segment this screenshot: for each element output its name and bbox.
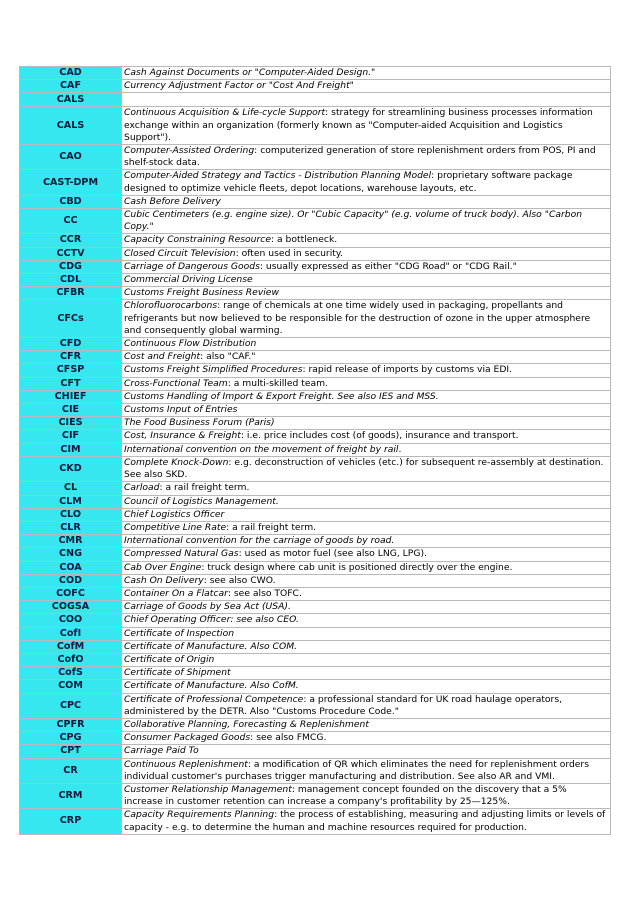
glossary-row — [20, 574, 611, 587]
definition-title: The Food Business Forum (Paris) — [124, 417, 275, 429]
term-cell: COO — [20, 614, 122, 627]
definition-cell — [122, 535, 611, 548]
definition-title: Commercial Driving License — [124, 274, 253, 286]
definition-title: Cost, Insurance & Freight — [124, 430, 241, 442]
definition-cell — [122, 145, 611, 170]
definition-body: : strategy for streamlining business processes information exchange within an organization (formerly known as "Computer-aided Acquisition and Logistics Support"). — [124, 107, 593, 143]
definition-title: International convention on the movement of freight by rail — [124, 443, 399, 455]
definition-cell — [122, 561, 611, 574]
glossary-row — [20, 627, 611, 640]
term-cell: CFSP — [20, 364, 122, 377]
definition-cell — [122, 783, 611, 808]
definition-cell — [122, 93, 611, 107]
term-cell: CHIEF — [20, 390, 122, 403]
definition-body: : computerized generation of store replenishment orders from POS, PI and shelf-stock data. — [124, 145, 596, 169]
glossary-body — [20, 67, 611, 835]
definition-cell — [122, 495, 611, 508]
definition-cell — [122, 67, 611, 80]
definition-cell — [122, 521, 611, 534]
definition-cell — [122, 718, 611, 731]
definition-body: : a multi-skilled team. — [227, 377, 329, 389]
definition-title: Certificate of Origin — [124, 653, 215, 665]
definition-title: Complete Knock-Down — [124, 456, 229, 468]
term-cell: CofI — [20, 627, 122, 640]
definition-body: : see also FMCG. — [250, 732, 327, 744]
glossary-row — [20, 667, 611, 680]
definition-body: : often used in security. — [235, 247, 343, 259]
glossary-row — [20, 495, 611, 508]
glossary-row — [20, 783, 611, 808]
definition-cell — [122, 614, 611, 627]
definition-body: : truck design where cab unit is positioned directly over the engine. — [201, 561, 513, 573]
definition-cell — [122, 80, 611, 93]
glossary-row — [20, 601, 611, 614]
definition-cell — [122, 653, 611, 666]
term-cell: CMR — [20, 535, 122, 548]
term-cell: CFD — [20, 338, 122, 351]
glossary-row — [20, 93, 611, 107]
term-cell: CIE — [20, 404, 122, 417]
definition-title: Container On a Flatcar — [124, 587, 228, 599]
term-cell: CAD — [20, 67, 122, 80]
term-cell: CLO — [20, 508, 122, 521]
definition-cell — [122, 287, 611, 300]
definition-cell — [122, 195, 611, 208]
definition-title: Carriage of Dangerous Goods — [124, 260, 260, 272]
definition-body: : a rail freight term. — [226, 521, 317, 533]
definition-title: Customs Freight Business Review — [124, 287, 279, 299]
definition-cell — [122, 417, 611, 430]
term-cell: CPC — [20, 693, 122, 718]
term-cell: CALS — [20, 93, 122, 107]
glossary-row — [20, 732, 611, 745]
definition-title: Cost and Freight — [124, 351, 201, 363]
glossary-row — [20, 640, 611, 653]
definition-title: Chief Operating Officer: see also CEO. — [124, 614, 299, 626]
definition-cell — [122, 482, 611, 495]
glossary-row — [20, 404, 611, 417]
definition-cell — [122, 247, 611, 260]
glossary-row — [20, 508, 611, 521]
definition-cell — [122, 627, 611, 640]
term-cell: CLR — [20, 521, 122, 534]
term-cell: CDL — [20, 274, 122, 287]
definition-body: : a rail freight term. — [159, 482, 250, 494]
term-cell: CKD — [20, 456, 122, 481]
glossary-row — [20, 587, 611, 600]
term-cell: CFBR — [20, 287, 122, 300]
term-cell: CPFR — [20, 718, 122, 731]
definition-title: Consumer Packaged Goods — [124, 732, 251, 744]
term-cell: CRP — [20, 809, 122, 834]
definition-body: : rapid release of imports by customs via EDI. — [302, 364, 513, 376]
definition-title: Cubic Centimeters (e.g. engine size). Or "Cubic Capacity" (e.g. volume of truck body). Also "Carbon Copy." — [124, 209, 583, 233]
glossary-row — [20, 745, 611, 758]
definition-title: Customs Freight Simplified Procedures — [124, 364, 303, 376]
definition-cell — [122, 377, 611, 390]
definition-title: Cash Against Documents or "Computer-Aided Design." — [124, 67, 376, 78]
definition-cell — [122, 170, 611, 195]
definition-title: Currency Adjustment Factor or "Cost And Freight" — [124, 80, 354, 92]
term-cell: CIF — [20, 430, 122, 443]
glossary-row — [20, 482, 611, 495]
term-cell: CLM — [20, 495, 122, 508]
glossary-row — [20, 680, 611, 693]
definition-cell — [122, 456, 611, 481]
definition-title: Certificate of Inspection — [124, 627, 235, 639]
term-cell: CNG — [20, 548, 122, 561]
term-cell: CDG — [20, 260, 122, 273]
term-cell: CofS — [20, 667, 122, 680]
definition-title: Customs Input of Entries — [124, 404, 238, 416]
definition-title: Customs Handling of Import & Export Freight. See also IES and MSS. — [124, 390, 439, 402]
glossary-row — [20, 274, 611, 287]
glossary-row — [20, 561, 611, 574]
definition-cell — [122, 809, 611, 834]
glossary-row — [20, 377, 611, 390]
glossary-row — [20, 693, 611, 718]
definition-cell — [122, 574, 611, 587]
term-cell: CL — [20, 482, 122, 495]
glossary-table — [19, 66, 611, 835]
glossary-row — [20, 614, 611, 627]
definition-title: Certificate of Professional Competence — [124, 693, 304, 705]
definition-body: : a modification of QR which eliminates the need for replenishment orders individual customer's purchases trigger manufacturing and distribution. See also AR and VMI. — [124, 758, 590, 782]
term-cell: COA — [20, 561, 122, 574]
definition-title: Capacity Requirements Planning — [124, 809, 275, 821]
definition-cell — [122, 300, 611, 338]
definition-body: : used as motor fuel (see also LNG, LPG). — [238, 548, 427, 560]
glossary-row — [20, 300, 611, 338]
term-cell: CAF — [20, 80, 122, 93]
definition-cell — [122, 430, 611, 443]
definition-body: : see also TOFC. — [227, 587, 302, 599]
definition-body: : a professional standard for UK road haulage operators, administered by the DETR. Also "Customs Procedure Code." — [124, 693, 563, 717]
term-cell: CIM — [20, 443, 122, 456]
definition-title: Certificate of Manufacture. Also CofM. — [124, 680, 299, 692]
glossary-row — [20, 195, 611, 208]
glossary-row — [20, 809, 611, 834]
glossary-row — [20, 351, 611, 364]
term-cell: COFC — [20, 587, 122, 600]
glossary-row — [20, 430, 611, 443]
definition-title: Continuous Flow Distribution — [124, 338, 257, 350]
definition-title: Capacity Constraining Resource — [124, 234, 271, 246]
definition-cell — [122, 548, 611, 561]
term-cell: COD — [20, 574, 122, 587]
term-cell: CIES — [20, 417, 122, 430]
definition-cell — [122, 107, 611, 145]
glossary-row — [20, 718, 611, 731]
definition-title: Carload — [124, 482, 160, 494]
definition-cell — [122, 338, 611, 351]
definition-body: : usually expressed as either "CDG Road" or "CDG Rail." — [259, 260, 517, 272]
glossary-row — [20, 170, 611, 195]
definition-title: Continuous Acquisition & Life-cycle Support — [124, 107, 326, 119]
glossary-row — [20, 535, 611, 548]
definition-title: Continuous Replenishment — [124, 758, 248, 770]
definition-title: Council of Logistics Management. — [124, 495, 279, 507]
definition-title: Compressed Natural Gas — [124, 548, 239, 560]
term-cell: COGSA — [20, 601, 122, 614]
definition-body: : proprietary software package designed to optimize vehicle fleets, depot locations, warehouse layouts, etc. — [124, 170, 573, 194]
glossary-row — [20, 521, 611, 534]
definition-cell — [122, 364, 611, 377]
definition-cell — [122, 640, 611, 653]
glossary-row — [20, 417, 611, 430]
definition-title: Closed Circuit Television — [124, 247, 236, 259]
definition-cell — [122, 601, 611, 614]
definition-title: Collaborative Planning, Forecasting & Replenishment — [124, 718, 369, 730]
definition-title: Cab Over Engine — [124, 561, 202, 573]
definition-cell — [122, 274, 611, 287]
definition-title: Computer-Aided Strategy and Tactics - Distribution Planning Model — [124, 170, 432, 182]
definition-title: Cross-Functional Team — [124, 377, 228, 389]
glossary-row — [20, 653, 611, 666]
definition-cell — [122, 404, 611, 417]
term-cell: CPT — [20, 745, 122, 758]
definition-cell — [122, 209, 611, 234]
definition-body: : e.g. deconstruction of vehicles (etc.) for subsequent re-assembly at destination. See also SKD. — [124, 456, 604, 481]
glossary-row — [20, 548, 611, 561]
definition-cell — [122, 234, 611, 247]
definition-cell — [122, 745, 611, 758]
definition-title: Certificate of Manufacture. Also COM. — [124, 640, 298, 652]
term-cell: CBD — [20, 195, 122, 208]
definition-title: Competitive Line Rate — [124, 521, 227, 533]
definition-body: : see also CWO. — [203, 574, 276, 586]
glossary-row — [20, 758, 611, 783]
definition-title: Cash Before Delivery — [124, 195, 221, 207]
definition-title: Certificate of Shipment — [124, 667, 231, 679]
definition-body: : a bottleneck. — [270, 234, 338, 246]
definition-title: Carriage Paid To — [124, 745, 199, 757]
term-cell: CPG — [20, 732, 122, 745]
definition-body: : the process of establishing, measuring and adjusting limits or levels of capacity - e.g. to determine the human and machine resources required for production. — [124, 809, 606, 833]
definition-cell — [122, 680, 611, 693]
term-cell: COM — [20, 680, 122, 693]
glossary-row — [20, 209, 611, 234]
glossary-row — [20, 234, 611, 247]
definition-cell — [122, 508, 611, 521]
definition-body: : i.e. price includes cost (of goods), insurance and transport. — [240, 430, 519, 442]
term-cell: CRM — [20, 783, 122, 808]
definition-body: : also "CAF." — [200, 351, 256, 363]
glossary-row — [20, 456, 611, 481]
glossary-row — [20, 364, 611, 377]
definition-title: Chief Logistics Officer — [124, 508, 225, 520]
definition-title: Chlorofluorocarbons — [124, 300, 218, 312]
definition-cell — [122, 693, 611, 718]
definition-cell — [122, 351, 611, 364]
definition-cell — [122, 758, 611, 783]
term-cell: CC — [20, 209, 122, 234]
definition-cell — [122, 667, 611, 680]
definition-body: : management concept founded on the discovery that a 5% increase in customer retention can increase a company's profitability by 25—125%. — [124, 783, 567, 808]
definition-title: Customer Relationship Management — [124, 783, 292, 795]
glossary-row — [20, 67, 611, 80]
glossary-row — [20, 390, 611, 403]
term-cell: CALS — [20, 107, 122, 145]
definition-title: International convention for the carriage of goods by road. — [124, 535, 395, 547]
term-cell: CAO — [20, 145, 122, 170]
term-cell: CFR — [20, 351, 122, 364]
definition-title: Carriage of Goods by Sea Act (USA). — [124, 601, 291, 613]
definition-body: : range of chemicals at one time widely used in packaging, propellants and refrigerants but now believed to be responsible for the destruction of ozone in the upper atmosphere and consequently global warming. — [124, 300, 591, 336]
glossary-row — [20, 338, 611, 351]
definition-cell — [122, 260, 611, 273]
term-cell: CFT — [20, 377, 122, 390]
glossary-row — [20, 80, 611, 93]
definition-title: Cash On Delivery — [124, 574, 204, 586]
term-cell: CofM — [20, 640, 122, 653]
definition-title: Computer-Assisted Ordering — [124, 145, 255, 157]
term-cell: CCTV — [20, 247, 122, 260]
term-cell: CFCs — [20, 300, 122, 338]
term-cell: CCR — [20, 234, 122, 247]
definition-cell — [122, 390, 611, 403]
term-cell: CofO — [20, 653, 122, 666]
definition-cell — [122, 732, 611, 745]
definition-cell — [122, 443, 611, 456]
definition-body: . — [398, 443, 402, 455]
term-cell: CR — [20, 758, 122, 783]
glossary-row — [20, 247, 611, 260]
glossary-row — [20, 443, 611, 456]
term-cell: CAST-DPM — [20, 170, 122, 195]
definition-cell — [122, 587, 611, 600]
glossary-row — [20, 145, 611, 170]
glossary-row — [20, 260, 611, 273]
glossary-row — [20, 107, 611, 145]
glossary-row — [20, 287, 611, 300]
